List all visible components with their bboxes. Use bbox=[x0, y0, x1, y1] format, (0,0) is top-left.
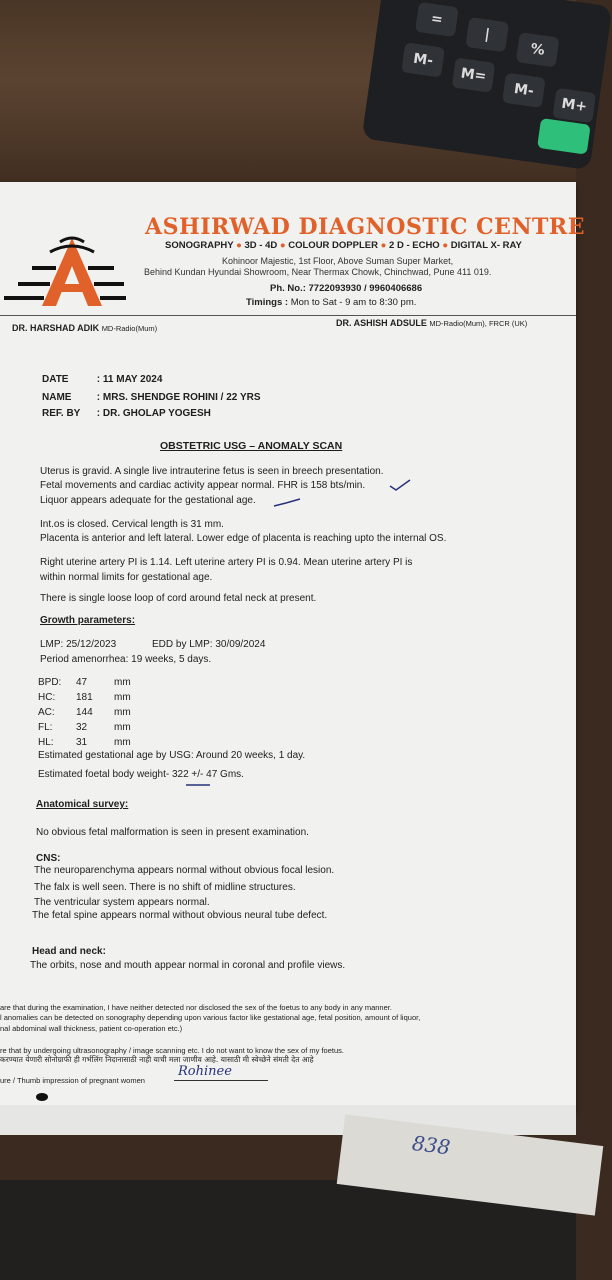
service-item: 3D - 4D bbox=[244, 240, 278, 251]
anatomy-text: No obvious fetal malformation is seen in present examination. bbox=[36, 827, 309, 838]
findings-line: Placenta is anterior and left lateral. Lower edge of placenta is reaching upto the internal OS. bbox=[40, 533, 447, 544]
anatomy-heading: Anatomical survey: bbox=[36, 799, 129, 810]
lmp: LMP: 25/12/2023 bbox=[40, 639, 117, 650]
address-line-1: Kohinoor Majestic, 1st Floor, Above Suman Super Market, bbox=[222, 256, 454, 266]
sheet-edge bbox=[0, 1105, 576, 1135]
declaration-line: are that during the examination, I have neither detected nor disclosed the sex of the foetus to any body in any manner. bbox=[0, 1003, 392, 1012]
declaration-line: re that by undergoing ultrasonography / image scanning etc. I do not want to know the sex of my foetus. bbox=[0, 1046, 344, 1055]
amenorrhea: Period amenorrhea: 19 weeks, 5 days. bbox=[40, 654, 212, 665]
timings-value: Mon to Sat - 9 am to 8:30 pm. bbox=[290, 297, 417, 308]
estimated-weight: Estimated foetal body weight- 322 +/- 47 Gms. bbox=[38, 769, 244, 780]
doctor-right-name: DR. ASHISH ADSULE bbox=[336, 318, 427, 328]
header-divider bbox=[0, 315, 576, 316]
underline-mark-icon bbox=[184, 782, 212, 788]
cns-line: The neuroparenchyma appears normal without obvious focal lesion. bbox=[34, 865, 335, 876]
signature-label: ure / Thumb impression of pregnant women bbox=[0, 1076, 145, 1085]
findings-line: Liquor appears adequate for the gestational age. bbox=[40, 495, 256, 506]
signature-line bbox=[174, 1080, 268, 1081]
estimated-ga: Estimated gestational age by USG: Around 20 weeks, 1 day. bbox=[38, 750, 306, 761]
timings-label: Timings : bbox=[246, 297, 289, 308]
calc-key: = bbox=[415, 2, 459, 37]
cns-heading: CNS: bbox=[36, 853, 61, 864]
measurement-row: FL: 32 mm bbox=[38, 722, 131, 733]
measurement-row: HL: 31 mm bbox=[38, 737, 131, 748]
doctor-left bbox=[12, 323, 157, 333]
date-value: : 11 MAY 2024 bbox=[96, 374, 163, 385]
findings-line: Fetal movements and cardiac activity appear normal. FHR is 158 bts/min. bbox=[40, 480, 366, 491]
ref-label: REF. BY bbox=[42, 408, 81, 419]
tick-mark-icon bbox=[388, 478, 412, 492]
service-item: SONOGRAPHY bbox=[165, 240, 234, 251]
findings-line: Uterus is gravid. A single live intrauterine fetus is seen in breech presentation. bbox=[40, 466, 384, 477]
calc-key: M- bbox=[502, 73, 546, 108]
cns-line: The falx is well seen. There is no shift of midline structures. bbox=[34, 882, 296, 893]
name-row bbox=[42, 392, 261, 403]
measurement-row: HC: 181 mm bbox=[38, 692, 131, 703]
name-label: NAME bbox=[42, 392, 72, 403]
findings-line: within normal limits for gestational age. bbox=[40, 572, 213, 583]
phone-numbers: Ph. No.: 7722093930 / 9960406686 bbox=[270, 283, 423, 294]
receipt-handwriting: 838 bbox=[410, 1130, 452, 1160]
findings-line: Right uterine artery PI is 1.14. Left uterine artery PI is 0.94. Mean uterine artery PI is bbox=[40, 557, 413, 568]
doctor-left-qualification: MD-Radio(Mum) bbox=[101, 324, 158, 333]
edd: EDD by LMP: 30/09/2024 bbox=[152, 639, 266, 650]
ref-row bbox=[42, 408, 211, 419]
ink-mark bbox=[36, 1093, 48, 1101]
doctor-right bbox=[336, 318, 527, 328]
patient-signature: Rohinee bbox=[178, 1064, 232, 1079]
address-line-2: Behind Kundan Hyundai Showroom, Near Thermax Chowk, Chinchwad, Pune 411 019. bbox=[144, 267, 492, 277]
doctor-right-qualification: MD-Radio(Mum), FRCR (UK) bbox=[429, 319, 528, 328]
ref-value: : DR. GHOLAP YOGESH bbox=[96, 408, 211, 419]
name-value: : MRS. SHENDGE ROHINI / 22 YRS bbox=[96, 392, 261, 403]
cns-line: The fetal spine appears normal without obvious neural tube defect. bbox=[32, 910, 328, 921]
calc-key: % bbox=[516, 32, 560, 67]
growth-heading: Growth parameters: bbox=[40, 615, 136, 626]
declaration-line: l anomalies can be detected on sonography depending upon various factor like gestational age, fetal position, amount of liquor, bbox=[0, 1013, 421, 1022]
calc-key: M= bbox=[452, 58, 496, 93]
doctor-left-name: DR. HARSHAD ADIK bbox=[12, 323, 100, 333]
date-label: DATE bbox=[42, 374, 69, 385]
calc-key: M+ bbox=[552, 88, 596, 123]
head-text: The orbits, nose and mouth appear normal in coronal and profile views. bbox=[30, 960, 346, 971]
findings-line: Int.os is closed. Cervical length is 31 mm. bbox=[40, 519, 224, 530]
cord-finding: There is single loose loop of cord around fetal neck at present. bbox=[40, 593, 317, 604]
tick-mark-icon bbox=[272, 497, 302, 509]
timings bbox=[246, 297, 416, 308]
service-item: DIGITAL X- RAY bbox=[450, 240, 522, 251]
report-title: OBSTETRIC USG – ANOMALY SCAN bbox=[160, 440, 343, 452]
service-item: 2 D - ECHO bbox=[389, 240, 440, 251]
cns-line: The ventricular system appears normal. bbox=[34, 897, 210, 908]
head-heading: Head and neck: bbox=[32, 946, 106, 957]
measurement-row: AC: 144 mm bbox=[38, 707, 131, 718]
calc-key: M- bbox=[401, 42, 445, 77]
declaration-line: nal abdominal wall thickness, patient co-operation etc.) bbox=[0, 1024, 183, 1033]
service-item: COLOUR DOPPLER bbox=[288, 240, 378, 251]
declaration-marathi: करण्यात येणारी सोनोग्राफी ही गर्भलिंग निदानासाठी नाही याची मला जाणीव आहे. यासाठी मी स्वेच्छेने संमती देत आहे bbox=[0, 1055, 314, 1064]
clinic-name: ASHIRWAD DIAGNOSTIC CENTRE bbox=[145, 214, 585, 240]
measurement-row: BPD: 47 mm bbox=[38, 677, 131, 688]
services-line: SONOGRAPHY ● 3D - 4D ● COLOUR DOPPLER ● 2 D - ECHO ● DIGITAL X- RAY bbox=[165, 240, 522, 251]
clinic-logo bbox=[2, 228, 127, 308]
calc-key-green bbox=[537, 118, 591, 155]
date-row bbox=[42, 374, 162, 385]
calc-key: | bbox=[465, 17, 509, 52]
